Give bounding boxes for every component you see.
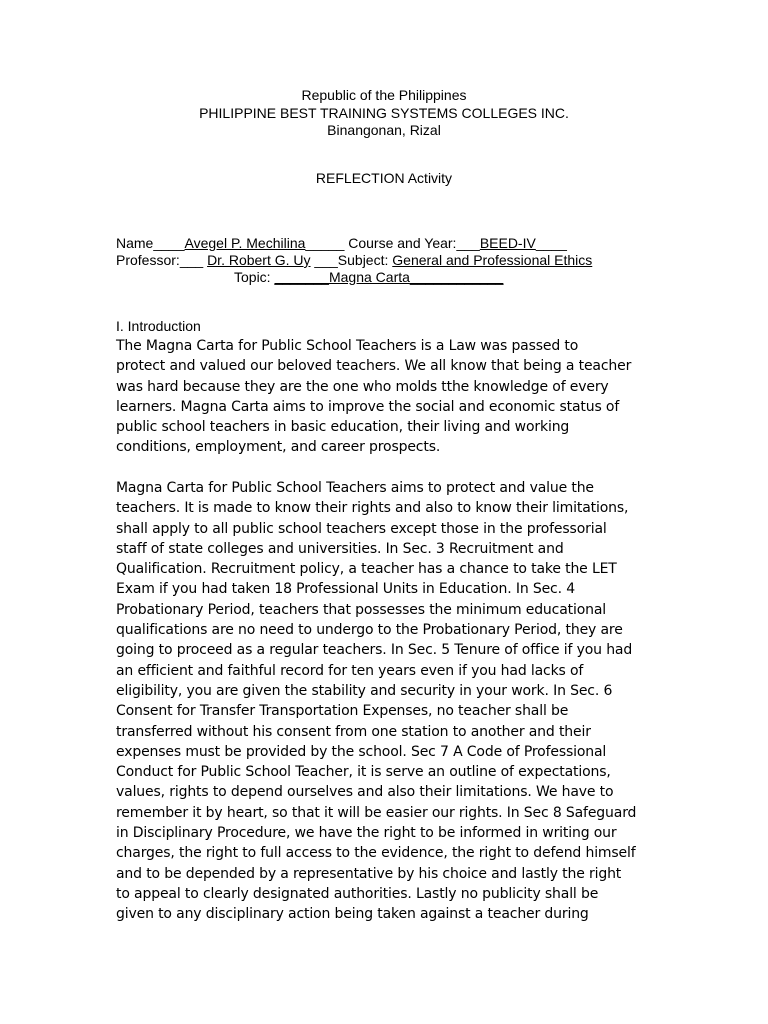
name-course-line xyxy=(116,234,567,252)
paragraph-line: to appeal to clearly designated authorities. Lastly no publicity shall be xyxy=(116,885,599,902)
paragraph-line: in Disciplinary Procedure, we have the right to be informed in writing our xyxy=(116,825,617,842)
course-value: BEED-IV xyxy=(479,235,536,251)
topic-label: Topic: xyxy=(234,269,275,285)
paragraph-line: shall apply to all public school teachers except those in the professorial xyxy=(116,520,607,537)
course-label: Course and Year: xyxy=(344,235,457,251)
name-blank-trail: _____ xyxy=(305,235,345,251)
name-label: Name xyxy=(116,235,154,251)
paragraph-line: qualifications are no need to undergo to the Probationary Period, they are xyxy=(116,622,623,639)
course-blank-lead: ___ xyxy=(456,235,480,251)
paragraph-line: The Magna Carta for Public School Teachers is a Law was passed to xyxy=(116,338,579,354)
course-blank-trail: ____ xyxy=(535,235,567,251)
paragraph-line: was hard because they are the one who molds tthe knowledge of every xyxy=(116,378,609,395)
introduction-heading: I. Introduction xyxy=(116,318,201,334)
professor-label: Professor: xyxy=(116,252,180,268)
topic-blank-trail: ____________ xyxy=(409,269,504,285)
paragraph-line: Exam if you had taken 18 Professional Units in Education. In Sec. 4 xyxy=(116,581,575,598)
header-location: Binangonan, Rizal xyxy=(327,122,441,138)
paragraph-line: staff of state colleges and universities. In Sec. 3 Recruitment and xyxy=(116,540,564,557)
introduction-paragraph-2 xyxy=(116,478,656,925)
paragraph-line: an efficient and faithful record for ten years even if you had lacks of xyxy=(116,662,584,679)
header-school-name: PHILIPPINE BEST TRAINING SYSTEMS COLLEGES INC. xyxy=(199,105,569,121)
topic-value: Magna Carta xyxy=(328,269,410,285)
paragraph-line: transferred without his consent from one station to another and their xyxy=(116,723,591,740)
topic-blank-lead: _______ xyxy=(274,269,329,285)
paragraph-line: Conduct for Public School Teacher, it is serve an outline of expectations, xyxy=(116,764,611,781)
paragraph-line: charges, the right to full access to the evidence, the right to defend himself xyxy=(116,845,636,862)
header-republic: Republic of the Philippines xyxy=(301,87,467,103)
paragraph-line: learners. Magna Carta aims to improve the social and economic status of xyxy=(116,398,620,415)
paragraph-line: public school teachers in basic education, their living and working xyxy=(116,419,570,436)
paragraph-line: and to be depended by a representative by his choice and lastly the right xyxy=(116,865,622,882)
topic-line xyxy=(234,268,503,286)
paragraph-line: Consent for Transfer Transportation Expenses, no teacher shall be xyxy=(116,703,569,720)
name-blank-lead: ____ xyxy=(153,235,185,251)
paragraph-line: expenses must be provided by the school. Sec 7 A Code of Professional xyxy=(116,743,607,760)
paragraph-line: given to any disciplinary action being taken against a teacher during xyxy=(116,906,589,923)
professor-blank-trail: ___ xyxy=(310,252,338,268)
paragraph-line: teachers. It is made to know their rights and also to know their limitations, xyxy=(116,500,629,517)
paragraph-line: conditions, employment, and career prospects. xyxy=(116,439,441,456)
paragraph-line: protect and valued our beloved teachers. We all know that being a teacher xyxy=(116,358,632,375)
introduction-paragraph-1 xyxy=(116,336,656,458)
professor-blank-lead: ___ xyxy=(179,252,208,268)
paragraph-line: Magna Carta for Public School Teachers aims to protect and value the xyxy=(116,480,594,496)
subject-label: Subject: xyxy=(337,252,393,268)
professor-value: Dr. Robert G. Uy xyxy=(207,252,311,268)
professor-subject-line xyxy=(116,251,592,269)
paragraph-line: remember it by heart, so that it will be easier our rights. In Sec 8 Safeguard xyxy=(116,804,637,821)
activity-title: REFLECTION Activity xyxy=(315,170,453,186)
name-value: Avegel P. Mechilina xyxy=(184,235,306,251)
paragraph-line: going to proceed as a regular teachers. In Sec. 5 Tenure of office if you had xyxy=(116,642,633,659)
paragraph-line: values, rights to depend ourselves and also their limitations. We have to xyxy=(116,784,614,801)
paragraph-line: Probationary Period, teachers that possesses the minimum educational xyxy=(116,601,607,618)
subject-value: General and Professional Ethics xyxy=(392,252,593,268)
paragraph-line: Qualification. Recruitment policy, a teacher has a chance to take the LET xyxy=(116,561,617,578)
paragraph-line: eligibility, you are given the stability and security in your work. In Sec. 6 xyxy=(116,682,613,699)
